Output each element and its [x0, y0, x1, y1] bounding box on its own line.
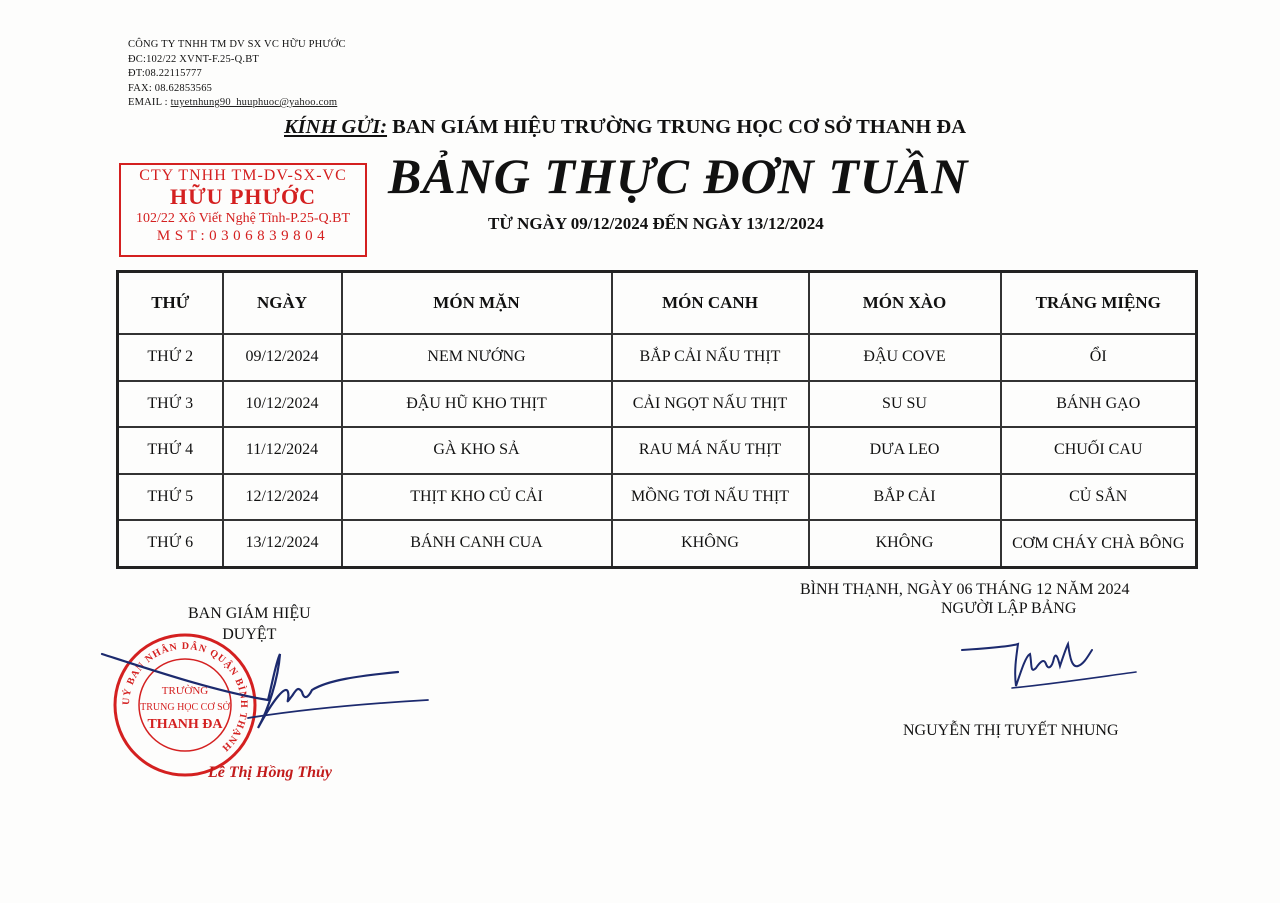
menu-table — [116, 270, 1198, 569]
addressee-text: BAN GIÁM HIỆU TRƯỜNG TRUNG HỌC CƠ SỞ THANH ĐA — [387, 116, 967, 138]
cell-dessert: CƠM CHÁY CHÀ BÔNG — [1001, 520, 1197, 567]
company-stamp-line2: HỮU PHƯỚC — [169, 184, 317, 209]
company-fax: FAX: 08.62853565 — [128, 82, 213, 94]
company-stamp — [119, 163, 367, 257]
cell-stir-fry: BẮP CẢI — [809, 474, 1001, 521]
cell-day: THỨ 3 — [118, 381, 223, 428]
company-email-label: EMAIL : — [128, 97, 171, 108]
company-email[interactable]: tuyetnhung90_huuphuoc@yahoo.com — [170, 97, 338, 108]
cell-main-dish: ĐẬU HŨ KHO THỊT — [342, 381, 612, 428]
cell-soup: CẢI NGỌT NẤU THỊT — [612, 381, 809, 428]
table-row — [118, 334, 1197, 381]
header-stir-fry: MÓN XÀO — [809, 272, 1001, 335]
company-stamp-line1: CTY TNHH TM-DV-SX-VC — [139, 167, 347, 184]
company-stamp-line3: 102/22 Xô Viết Nghệ Tĩnh-P.25-Q.BT — [135, 211, 351, 226]
cell-main-dish: GÀ KHO SẢ — [342, 427, 612, 474]
cell-day: THỨ 6 — [118, 520, 223, 567]
addressee — [284, 116, 966, 139]
table-row — [118, 520, 1197, 567]
seal-inner-line1: TRƯỜNG — [161, 685, 209, 697]
company-email-line — [128, 96, 346, 111]
seal-inner-line2: TRUNG HỌC CƠ SỞ — [140, 702, 230, 713]
cell-date: 13/12/2024 — [223, 520, 342, 567]
company-address: ĐC:102/22 XVNT-F.25-Q.BT — [128, 53, 260, 65]
cell-date: 12/12/2024 — [223, 474, 342, 521]
cell-stir-fry: ĐẬU COVE — [809, 334, 1001, 381]
header-dessert: TRÁNG MIỆNG — [1001, 272, 1197, 335]
cell-main-dish: BÁNH CANH CUA — [342, 520, 612, 567]
cell-main-dish: THỊT KHO CỦ CẢI — [342, 474, 612, 521]
preparer-name: NGUYỄN THỊ TUYẾT NHUNG — [903, 722, 1119, 739]
date-range: TỪ NGÀY 09/12/2024 ĐẾN NGÀY 13/12/2024 — [488, 214, 824, 233]
approver-subtitle: DUYỆT — [222, 626, 277, 643]
company-name: CÔNG TY TNHH TM DV SX VC HỮU PHƯỚC — [128, 39, 346, 50]
approver-name: Lê Thị Hồng Thủy — [208, 764, 333, 781]
cell-soup: BẮP CẢI NẤU THỊT — [612, 334, 809, 381]
cell-soup: RAU MÁ NẤU THỊT — [612, 427, 809, 474]
approver-title: BAN GIÁM HIỆU — [188, 605, 311, 622]
cell-date: 10/12/2024 — [223, 381, 342, 428]
cell-dessert: ỔI — [1001, 334, 1197, 381]
cell-stir-fry: SU SU — [809, 381, 1001, 428]
table-row — [118, 381, 1197, 428]
header-main-dish: MÓN MẶN — [342, 272, 612, 335]
cell-date: 09/12/2024 — [223, 334, 342, 381]
table-row — [118, 427, 1197, 474]
cell-soup: KHÔNG — [612, 520, 809, 567]
cell-day: THỨ 5 — [118, 474, 223, 521]
company-info — [128, 38, 346, 111]
addressee-label: KÍNH GỬI: — [284, 116, 388, 138]
header-date: NGÀY — [223, 272, 342, 335]
page-title: BẢNG THỰC ĐƠN TUẦN — [388, 148, 969, 204]
cell-stir-fry: DƯA LEO — [809, 427, 1001, 474]
seal-ring-text: UỶ BAN NHÂN DÂN QUẬN BÌNH THẠNH — [120, 640, 250, 754]
cell-dessert: CHUỐI CAU — [1001, 427, 1197, 474]
cell-dessert: BÁNH GẠO — [1001, 381, 1197, 428]
cell-stir-fry: KHÔNG — [809, 520, 1001, 567]
company-phone: ĐT:08.22115777 — [128, 68, 202, 79]
approver-signature — [98, 640, 438, 760]
preparer-title: NGƯỜI LẬP BẢNG — [941, 600, 1077, 617]
table-header-row — [118, 272, 1197, 335]
header-day: THỨ — [118, 272, 223, 335]
cell-soup: MỒNG TƠI NẤU THỊT — [612, 474, 809, 521]
header-soup: MÓN CANH — [612, 272, 809, 335]
cell-day: THỨ 4 — [118, 427, 223, 474]
table-row — [118, 474, 1197, 521]
cell-main-dish: NEM NƯỚNG — [342, 334, 612, 381]
cell-dessert: CỦ SẮN — [1001, 474, 1197, 521]
cell-day: THỨ 2 — [118, 334, 223, 381]
place-date: BÌNH THẠNH, NGÀY 06 THÁNG 12 NĂM 2024 — [800, 581, 1130, 598]
preparer-signature — [952, 628, 1142, 698]
cell-date: 11/12/2024 — [223, 427, 342, 474]
seal-inner-line3: THANH ĐA — [147, 717, 223, 732]
company-stamp-line4: MST:0306839804 — [156, 228, 330, 244]
